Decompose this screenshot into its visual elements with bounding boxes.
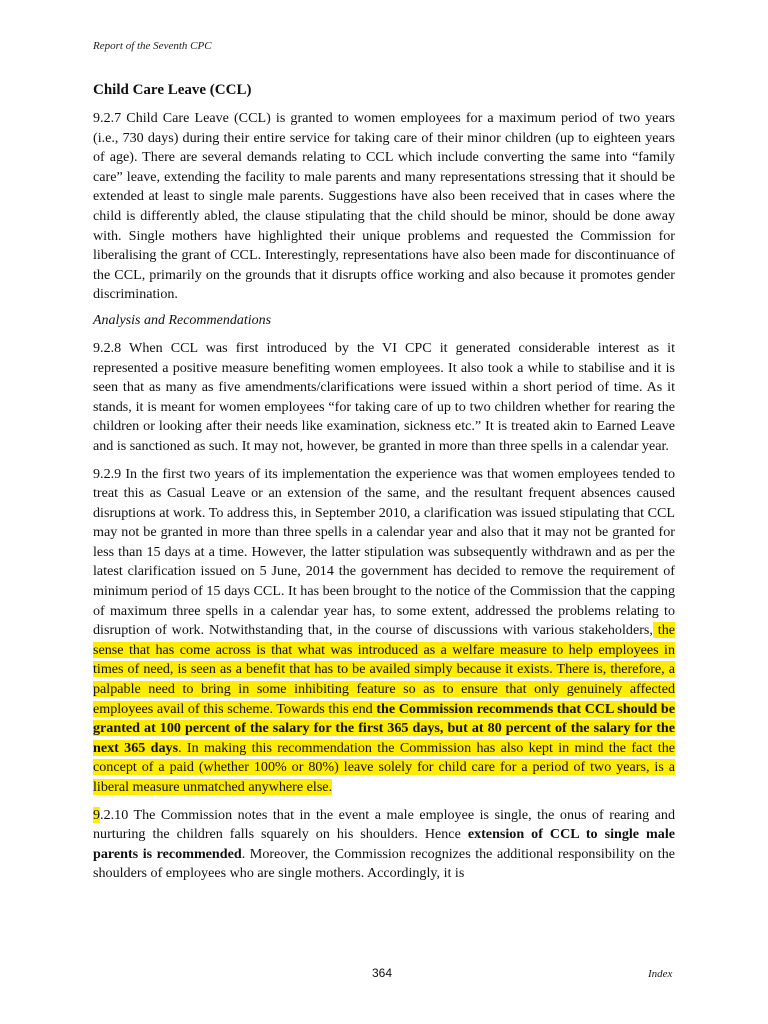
paragraph-9-2-8: 9.2.8 When CCL was first introduced by the VI CPC it generated considerable interest as it represented a positive measure benefiting women employees. It also took a while to stabilise and it is seen that as many as five amendments/clarifications were issued within a short period of time. As it stands, it is meant for women employees “for taking care of up to two children whether for rearing the children or looking after their needs like examination, sickness etc.” It is treated akin to Earned Leave and is sanctioned as such. It may not, however, be granted in more than three spells in a calendar year.	[93, 339, 675, 454]
paragraph-9-2-10	[93, 806, 675, 884]
page-body	[93, 82, 675, 892]
running-header: Report of the Seventh CPC	[93, 40, 212, 52]
highlighted-recommendation: the Commission recommends that CCL should be granted at 100 percent of the salary for the first 365 days, but at 80 percent of the salary for the next 365 days	[93, 700, 675, 756]
paragraph-9-2-10-text-continued: . Moreover, the Commission recognizes the additional responsibility on the shoulders of employees who are single mothers. Accordingly, it is	[93, 845, 675, 882]
paragraph-9-2-9-text: 9.2.9 In the first two years of its implementation the experience was that women employees tended to treat this as Casual Leave or an extension of the same, and the resultant frequent absences caused disruptions at work. To address this, in September 2010, a clarification was issued stipulating that CCL may not be granted in more than three spells in a calendar year and also that it may not be granted for less than 15 days at a time. However, the latter stipulation was subsequently withdrawn and as per the latest clarification issued on 5 June, 2014 the government has decided to remove the requirement of minimum period of 15 days CCL. It has been brought to the notice of the Commission that the capping of maximum three spells in a calendar year has, to some extent, addressed the problems relating to disruption of work. Notwithstanding that, in the course of discussions with various stakeholders,	[93, 465, 675, 639]
section-title: Child Care Leave (CCL)	[93, 82, 252, 98]
paragraph-9-2-9	[93, 465, 675, 798]
paragraph-9-2-7: 9.2.7 Child Care Leave (CCL) is granted to women employees for a maximum period of two years (i.e., 730 days) during their entire service for taking care of their minor children (up to eighteen years of age). There are several demands relating to CCL which include converting the same into “family care” leave, extending the facility to male parents and many representations stressing that it should be extended at least to single male parents. Suggestions have also been received that in cases where the child is differently abled, the clause stipulating that the child should be minor, should be done away with. Single mothers have highlighted their unique problems and requested the Commission for liberalising the grant of CCL. Interestingly, representations have also been made for discontinuance of the CCL, primarily on the grounds that it disrupts office working and also because it promotes gender discrimination.	[93, 110, 675, 303]
highlighted-digit: 9	[93, 806, 101, 823]
paragraph-9-2-10-text: .2.10 The Commission notes that in the event a male employee is single, the onus of rearing and nurturing the children falls squarely on his shoulders. Hence	[93, 806, 675, 843]
bold-recommendation: extension of CCL to single male parents is recommended	[93, 826, 675, 862]
index-link[interactable]: Index	[648, 968, 673, 980]
page-number: 364	[372, 966, 393, 980]
highlighted-text: the sense that has come across is that what was introduced as a welfare measure to help employees in times of need, is seen as a benefit that has to be availed simply because it exists. There is, therefore, a palpable need to bring in some inhibiting feature so as to ensure that only genuinely affected employees avail of this scheme. Towards this end	[93, 622, 675, 717]
subheading-analysis: Analysis and Recommendations	[93, 312, 272, 328]
highlighted-text-continued: . In making this recommendation the Commission has also kept in mind the fact the concept of a paid (whether 100% or 80%) leave solely for child care for a period of two years, is a liberal measure unmatched anywhere else.	[93, 739, 675, 795]
